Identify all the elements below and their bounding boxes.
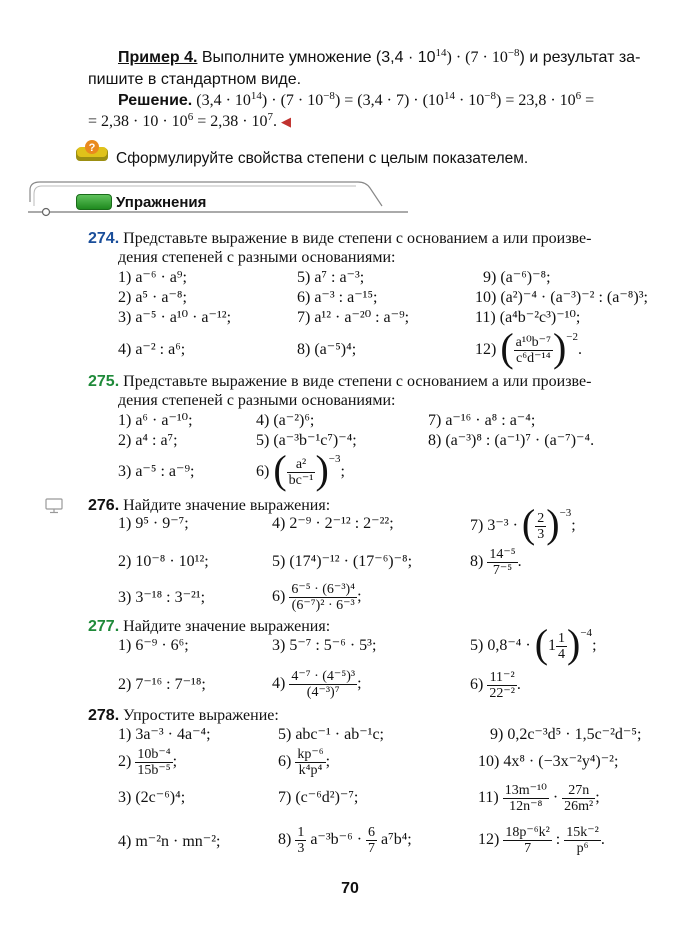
numerator: 4⁻⁷ · (4⁻⁵)³	[291, 668, 356, 684]
exponent: 14	[250, 90, 262, 102]
solution-line-2	[88, 112, 291, 132]
exercise-text: Упростите выражение:	[123, 707, 279, 724]
exercise-item	[278, 744, 330, 780]
exercise-item: 10) 4x⁸ · (−3x⁻²y⁴)⁻²;	[478, 753, 619, 770]
exercise-278-line-1	[88, 706, 279, 726]
expression-part: a⁷b⁴;	[381, 831, 412, 848]
denominator: k⁴p⁴	[298, 762, 323, 778]
question-text: Сформулируйте свойства степени с целым показателем.	[116, 150, 529, 167]
punct: .	[578, 341, 582, 358]
denominator: c⁶d⁻¹⁴	[516, 350, 551, 366]
numerator: 11⁻²	[487, 670, 517, 686]
exercise-item: 3) 3⁻¹⁸ : 3⁻²¹;	[118, 589, 206, 606]
exponent: −3	[328, 453, 341, 465]
solution-text: =	[581, 92, 595, 109]
exercise-item: 4) m⁻²n · mn⁻²;	[118, 833, 221, 850]
exercise-number: 276.	[88, 497, 120, 514]
exercise-text: Представьте выражение в виде степени с основанием a или произве-	[123, 230, 592, 247]
fraction	[487, 547, 517, 578]
section-icon	[76, 194, 112, 210]
section-title: Упражнения	[116, 194, 207, 211]
item-label: 11)	[478, 789, 499, 806]
item-label: 7) 3⁻³ ·	[470, 517, 518, 534]
denominator: 3	[537, 526, 545, 542]
fraction	[503, 825, 551, 856]
fraction	[535, 511, 546, 542]
numerator: a²	[287, 457, 316, 473]
solution-text: ) · (7 · 10	[261, 92, 324, 109]
exercise-item: 3) a⁻⁵ · a¹⁰ · a⁻¹²;	[118, 309, 232, 326]
exponent: −8	[507, 47, 520, 59]
fraction	[562, 783, 595, 814]
numerator: 18p⁻⁶k²	[505, 824, 550, 840]
exercise-text: Представьте выражение в виде степени с основанием a или произве-	[123, 373, 592, 390]
fraction	[514, 335, 553, 366]
numerator: 13m⁻¹⁰	[504, 782, 547, 798]
solution-text: .	[273, 113, 278, 130]
denominator: (6⁻⁷)² · 6⁻³	[291, 597, 355, 613]
exercise-item: 5) (a⁻³b⁻¹c⁷)⁻⁴;	[256, 432, 357, 449]
end-triangle-icon: ◀	[281, 114, 292, 129]
exponent: −8	[323, 90, 335, 102]
operator: :	[555, 831, 561, 848]
exercise-item: 4) (a⁻²)⁶;	[256, 412, 315, 429]
exercise-item: 10) (a²)⁻⁴ · (a⁻³)⁻² : (a⁻⁸)³;	[475, 289, 648, 306]
paren: (	[534, 621, 549, 667]
punct: ;	[571, 517, 576, 534]
denominator: (4⁻³)⁷	[306, 684, 340, 700]
exponent: −8	[484, 90, 496, 102]
exercise-item: 3) 5⁻⁷ : 5⁻⁶ · 5³;	[272, 637, 377, 654]
exercise-274-line-2: дения степеней с разными основаниями:	[118, 249, 396, 266]
fraction	[564, 825, 601, 856]
punct: ;	[325, 753, 331, 770]
exercise-275-line-2: дения степеней с разными основаниями:	[118, 392, 396, 409]
exercise-item: 1) 3a⁻³ · 4a⁻⁴;	[118, 726, 211, 743]
exercise-text: Найдите значение выражения:	[123, 497, 331, 514]
exercise-item: 2) a⁵ · a⁻⁸;	[118, 289, 187, 306]
item-label: 4)	[272, 675, 286, 692]
punct: ;	[172, 753, 178, 770]
exercise-item: 2) 7⁻¹⁶ : 7⁻¹⁸;	[118, 676, 206, 693]
paren: (	[521, 501, 536, 547]
exercise-item: 3) (2c⁻⁶)⁴;	[118, 789, 186, 806]
solution-text: ) = 23,8 · 10	[495, 92, 576, 109]
exercise-item: 2) 10⁻⁸ · 10¹²;	[118, 553, 209, 570]
numerator: 14⁻⁵	[489, 546, 516, 562]
punct: ;	[357, 588, 362, 605]
exercise-item	[272, 578, 362, 616]
item-label: 6)	[470, 676, 484, 693]
denominator: 22⁻²	[489, 685, 515, 701]
exercise-item: 1) a⁻⁶ · a⁹;	[118, 269, 187, 286]
item-label: 6)	[278, 753, 292, 770]
numerator: 1	[558, 630, 566, 646]
denominator: 7	[524, 840, 532, 856]
numerator: 1	[297, 824, 305, 840]
operator: ·	[552, 789, 559, 806]
page-number: 70	[341, 880, 359, 897]
fraction	[135, 747, 172, 778]
numerator: 10b⁻⁴	[137, 746, 171, 762]
exercise-item: 2) a⁴ : a⁷;	[118, 432, 178, 449]
item-label: 6)	[272, 588, 286, 605]
denominator: 15b⁻⁵	[137, 762, 171, 778]
example-text: ) и результат за-	[519, 49, 641, 66]
numerator: 6	[368, 824, 376, 840]
exercise-item	[272, 664, 362, 704]
numerator: kp⁻⁶	[297, 746, 324, 762]
question-icon	[74, 140, 110, 164]
exercise-item	[470, 501, 576, 547]
solution-line	[118, 91, 594, 111]
exercise-277-line-1	[88, 617, 330, 637]
item-label: 5) 0,8⁻⁴ ·	[470, 637, 531, 654]
denominator: 4	[558, 646, 566, 662]
exercise-item: 7) a¹² · a⁻²⁰ : a⁻⁹;	[297, 309, 410, 326]
exercise-item: 8) (a⁻⁵)⁴;	[297, 341, 357, 358]
solution-text: = 2,38 · 10 · 10	[88, 113, 188, 130]
denominator: 26m²	[564, 798, 594, 814]
numerator: a¹⁰b⁻⁷	[515, 334, 551, 350]
item-label: 6)	[256, 463, 270, 480]
fraction	[289, 582, 357, 613]
solution-text: = 2,38 · 10	[193, 113, 268, 130]
exercise-item: 4) a⁻² : a⁶;	[118, 341, 186, 358]
mixed-whole: 1	[548, 637, 557, 654]
solution-text: · 10	[454, 92, 485, 109]
exercise-item: 5) abc⁻¹ · ab⁻¹c;	[278, 726, 384, 743]
fraction	[503, 783, 549, 814]
exercise-item	[470, 544, 522, 580]
fraction	[295, 825, 306, 856]
example-text: Выполните умножение (3,4 · 10	[197, 49, 436, 66]
example-line-2: пишите в стандартном виде.	[88, 71, 302, 88]
example-line-1	[118, 48, 640, 68]
numerator: 2	[537, 510, 545, 526]
exercise-number: 278.	[88, 707, 120, 724]
punct: ;	[357, 675, 362, 692]
item-label: 8)	[278, 831, 292, 848]
exercise-274-line-1	[88, 229, 591, 249]
fraction	[556, 631, 567, 662]
exponent: −3	[559, 507, 572, 519]
exercise-item	[470, 621, 597, 667]
numerator: 27n	[562, 783, 595, 799]
exercise-item: 4) 2⁻⁹ · 2⁻¹² : 2⁻²²;	[272, 515, 394, 532]
numerator: 6⁻⁵ · (6⁻³)⁴	[291, 581, 356, 597]
fraction	[366, 825, 377, 856]
denominator: 7	[368, 840, 376, 856]
denominator: 12n⁻⁸	[509, 798, 543, 814]
fraction	[487, 670, 517, 701]
item-label: 2)	[118, 753, 132, 770]
paren: (	[500, 325, 514, 371]
example-heading: Пример 4.	[118, 49, 198, 66]
denominator: bc⁻¹	[288, 472, 314, 488]
exercise-item	[478, 780, 600, 816]
exercise-item: 9) (a⁻⁶)⁻⁸;	[483, 269, 551, 286]
exercise-item: 6) a⁻³ : a⁻¹⁵;	[297, 289, 378, 306]
exponent: −4	[580, 627, 593, 639]
fraction	[295, 747, 325, 778]
exponent: 6	[187, 111, 194, 123]
exercise-item: 5) a⁷ : a⁻³;	[297, 269, 365, 286]
paren: (	[273, 447, 287, 493]
exercise-item: 1) 9⁵ · 9⁻⁷;	[118, 515, 189, 532]
computer-icon	[44, 498, 64, 514]
exponent: 14	[435, 47, 447, 59]
punct: .	[516, 676, 521, 693]
paren: )	[567, 621, 581, 667]
exponent: 6	[575, 90, 582, 102]
exercise-text: Найдите значение выражения:	[123, 618, 331, 635]
exercise-item: 9) 0,2c⁻³d⁵ · 1,5c⁻²d⁻⁵;	[490, 726, 642, 743]
exercise-item: 1) 6⁻⁹ · 6⁶;	[118, 637, 189, 654]
exercise-item	[475, 325, 582, 371]
punct: ;	[340, 463, 345, 480]
exercise-item	[118, 744, 177, 780]
denominator: p⁶	[576, 840, 589, 856]
denominator: 3	[297, 840, 305, 856]
exponent: −2	[566, 331, 578, 343]
punct: .	[517, 553, 522, 570]
exercise-275-line-1	[88, 372, 591, 392]
exercise-item: 8) (a⁻³)⁸ : (a⁻¹)⁷ · (a⁻⁷)⁻⁴.	[428, 432, 595, 449]
exercise-item	[256, 447, 345, 493]
item-label: 12)	[478, 831, 500, 848]
exponent: 7	[267, 111, 274, 123]
exercise-item: 3) a⁻⁵ : a⁻⁹;	[118, 463, 195, 480]
exercise-item: 7) (c⁻⁶d²)⁻⁷;	[278, 789, 359, 806]
numerator: 15k⁻²	[566, 824, 599, 840]
exercise-number: 275.	[88, 373, 120, 390]
paren: )	[552, 325, 567, 371]
solution-text: (3,4 · 10	[192, 92, 251, 109]
denominator: 7⁻⁵	[492, 562, 513, 578]
svg-text:?: ?	[88, 142, 96, 154]
exercise-number: 274.	[88, 230, 120, 247]
punct: .	[600, 831, 605, 848]
fraction	[289, 669, 357, 700]
exercise-item: 1) a⁶ · a⁻¹⁰;	[118, 412, 193, 429]
paren: )	[546, 501, 560, 547]
exercise-item: 11) (a⁴b⁻²c³)⁻¹⁰;	[475, 309, 581, 326]
exercise-item	[478, 822, 605, 858]
paren: )	[315, 447, 329, 493]
exponent: 14	[443, 90, 455, 102]
exercise-item: 7) a⁻¹⁶ · a⁸ : a⁻⁴;	[428, 412, 536, 429]
punct: ;	[595, 789, 600, 806]
exercise-276-line-1	[88, 496, 330, 516]
solution-label: Решение.	[118, 92, 193, 109]
example-text: ) · (7 · 10	[446, 49, 508, 66]
item-label: 8)	[470, 553, 484, 570]
item-label: 12)	[475, 341, 497, 358]
exercise-item	[470, 666, 521, 704]
punct: ;	[592, 637, 597, 654]
solution-text: ) = (3,4 · 7) · (10	[334, 92, 444, 109]
fraction	[287, 457, 316, 488]
exercise-item: 5) (17⁴)⁻¹² · (17⁻⁶)⁻⁸;	[272, 553, 413, 570]
expression-part: a⁻³b⁻⁶ ·	[310, 831, 363, 848]
exercise-number: 277.	[88, 618, 120, 635]
exercise-item	[278, 822, 412, 858]
